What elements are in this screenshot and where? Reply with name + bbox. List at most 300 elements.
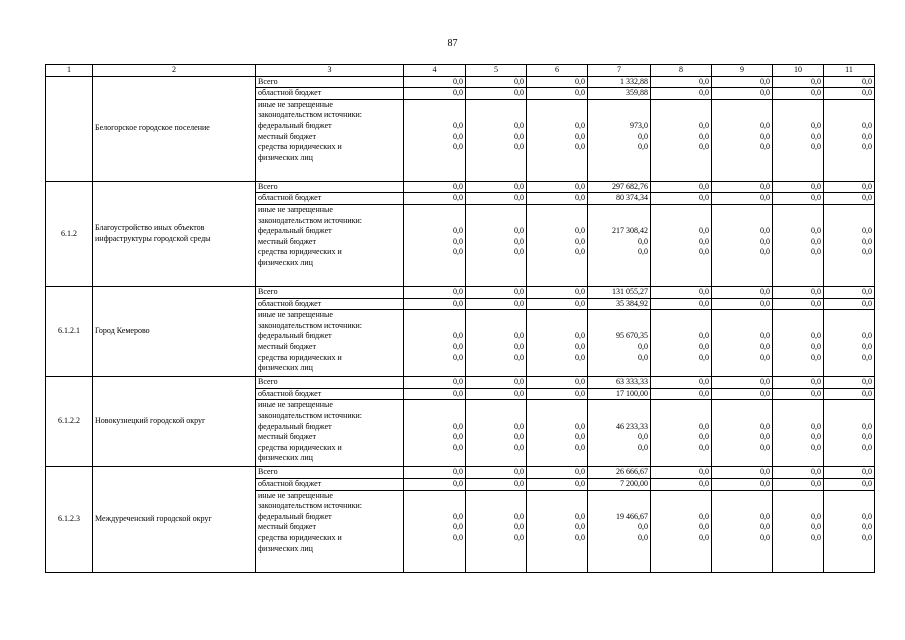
value-local: 0,0 (453, 131, 463, 141)
value-cell: 0,0 (466, 88, 527, 100)
source-label-regional: областной бюджет (256, 193, 404, 205)
value-cell-group (466, 99, 527, 181)
value-private: 0,0 (514, 352, 524, 362)
value-cell: 0,0 (527, 377, 588, 389)
value-federal: 0,0 (453, 421, 463, 431)
value-cell-group (527, 400, 588, 467)
value-federal: 0,0 (575, 331, 585, 341)
value-private: 0,0 (453, 442, 463, 452)
value-cell-group (712, 490, 773, 572)
source-label-line: иные не запрещенные (258, 400, 333, 410)
column-header: 2 (93, 65, 256, 77)
value-local: 0,0 (699, 432, 709, 442)
budget-table (45, 64, 875, 573)
column-header: 6 (527, 65, 588, 77)
source-label-total: Всего (256, 286, 404, 298)
column-header: 9 (712, 65, 773, 77)
value-local: 0,0 (638, 432, 648, 442)
value-cell: 0,0 (404, 298, 466, 310)
value-federal: 0,0 (811, 331, 821, 341)
source-label-line: физических лиц (258, 363, 313, 373)
value-cell-group (588, 204, 651, 286)
column-header: 5 (466, 65, 527, 77)
value-private: 0,0 (453, 142, 463, 152)
value-cell-group (588, 490, 651, 572)
value-local: 0,0 (699, 131, 709, 141)
source-label-line: средства юридических и (258, 352, 342, 362)
source-label-regional: областной бюджет (256, 88, 404, 100)
value-federal: 0,0 (699, 331, 709, 341)
value-cell: 0,0 (824, 181, 875, 193)
source-label-line: местный бюджет (258, 432, 316, 442)
value-cell-group (466, 204, 527, 286)
source-label-total: Всего (256, 467, 404, 479)
value-cell: 0,0 (651, 193, 712, 205)
value-cell: 35 384,92 (588, 298, 651, 310)
value-cell-group (651, 310, 712, 377)
value-cell: 0,0 (404, 76, 466, 88)
source-label-line: средства юридических и (258, 442, 342, 452)
value-federal: 95 670,35 (616, 331, 648, 341)
value-local: 0,0 (638, 236, 648, 246)
source-label-line: местный бюджет (258, 236, 316, 246)
value-local: 0,0 (453, 432, 463, 442)
value-cell-group (466, 490, 527, 572)
value-private: 0,0 (575, 352, 585, 362)
section-total-row (46, 181, 875, 193)
value-local: 0,0 (862, 236, 872, 246)
value-cell: 7 200,00 (588, 478, 651, 490)
value-local: 0,0 (862, 432, 872, 442)
source-label-line: федеральный бюджет (258, 511, 332, 521)
value-cell: 0,0 (773, 286, 824, 298)
source-label-line: законодательством источники: (258, 501, 363, 511)
value-local: 0,0 (811, 236, 821, 246)
value-local: 0,0 (760, 432, 770, 442)
source-label-line: федеральный бюджет (258, 421, 332, 431)
section-total-row (46, 467, 875, 479)
value-cell: 26 666,67 (588, 467, 651, 479)
source-label-line: иные не запрещенные (258, 310, 333, 320)
value-federal: 0,0 (760, 511, 770, 521)
value-local: 0,0 (514, 341, 524, 351)
value-federal: 0,0 (699, 226, 709, 236)
value-cell: 0,0 (773, 388, 824, 400)
value-cell-group (527, 204, 588, 286)
section-name: Благоустройство иных объектов инфраструктуры городской среды (93, 181, 256, 286)
value-cell: 0,0 (466, 181, 527, 193)
value-federal: 0,0 (862, 120, 872, 130)
value-private: 0,0 (638, 442, 648, 452)
source-label-line: законодательством источники: (258, 410, 363, 420)
value-federal: 46 233,33 (616, 421, 648, 431)
value-federal: 0,0 (811, 421, 821, 431)
value-local: 0,0 (514, 236, 524, 246)
source-label-other (256, 400, 404, 467)
value-cell-group (712, 204, 773, 286)
value-federal: 0,0 (760, 120, 770, 130)
value-cell: 0,0 (404, 88, 466, 100)
value-local: 0,0 (575, 131, 585, 141)
value-cell: 0,0 (712, 193, 773, 205)
value-federal: 0,0 (699, 511, 709, 521)
value-cell: 1 332,88 (588, 76, 651, 88)
value-private: 0,0 (575, 142, 585, 152)
value-federal: 0,0 (514, 421, 524, 431)
value-private: 0,0 (699, 532, 709, 542)
value-private: 0,0 (811, 247, 821, 257)
value-cell: 131 055,27 (588, 286, 651, 298)
value-federal: 0,0 (575, 511, 585, 521)
value-private: 0,0 (638, 247, 648, 257)
value-private: 0,0 (638, 142, 648, 152)
value-cell: 0,0 (824, 467, 875, 479)
value-cell: 0,0 (712, 478, 773, 490)
value-local: 0,0 (575, 236, 585, 246)
value-cell: 0,0 (404, 377, 466, 389)
value-federal: 0,0 (811, 120, 821, 130)
value-cell-group (588, 99, 651, 181)
source-label-line: законодательством источники: (258, 320, 363, 330)
value-cell-group (404, 490, 466, 572)
value-cell: 0,0 (651, 467, 712, 479)
value-cell: 0,0 (404, 478, 466, 490)
column-header: 11 (824, 65, 875, 77)
source-label-line: местный бюджет (258, 522, 316, 532)
source-label-line: средства юридических и (258, 532, 342, 542)
value-cell: 0,0 (712, 467, 773, 479)
value-cell-group (404, 204, 466, 286)
value-private: 0,0 (862, 532, 872, 542)
value-cell: 0,0 (773, 76, 824, 88)
value-federal: 973,0 (630, 120, 648, 130)
value-cell-group (712, 400, 773, 467)
column-header: 3 (256, 65, 404, 77)
value-local: 0,0 (699, 522, 709, 532)
value-private: 0,0 (699, 142, 709, 152)
value-cell-group (527, 490, 588, 572)
value-federal: 0,0 (514, 511, 524, 521)
source-label-line: иные не запрещенные (258, 99, 333, 109)
value-cell: 0,0 (773, 298, 824, 310)
value-local: 0,0 (862, 522, 872, 532)
value-cell-group (712, 310, 773, 377)
value-local: 0,0 (862, 131, 872, 141)
value-private: 0,0 (862, 142, 872, 152)
value-cell: 0,0 (651, 298, 712, 310)
value-cell: 17 100,00 (588, 388, 651, 400)
value-federal: 0,0 (699, 120, 709, 130)
value-private: 0,0 (575, 532, 585, 542)
value-local: 0,0 (638, 522, 648, 532)
value-federal: 0,0 (811, 226, 821, 236)
value-cell-group (824, 310, 875, 377)
source-label-line: физических лиц (258, 543, 313, 553)
value-local: 0,0 (514, 432, 524, 442)
source-label-line: местный бюджет (258, 131, 316, 141)
value-cell: 80 374,34 (588, 193, 651, 205)
column-header: 1 (46, 65, 93, 77)
value-local: 0,0 (575, 341, 585, 351)
value-federal: 0,0 (862, 331, 872, 341)
value-cell: 0,0 (824, 377, 875, 389)
source-label-line: физических лиц (258, 257, 313, 267)
value-private: 0,0 (862, 352, 872, 362)
source-label-line: законодательством источники: (258, 110, 363, 120)
value-federal: 0,0 (862, 421, 872, 431)
value-federal: 0,0 (575, 226, 585, 236)
value-local: 0,0 (760, 341, 770, 351)
value-private: 0,0 (699, 247, 709, 257)
column-header: 8 (651, 65, 712, 77)
section-name: Белогорское городское поселение (93, 76, 256, 181)
value-local: 0,0 (699, 236, 709, 246)
value-cell: 0,0 (466, 193, 527, 205)
value-cell-group (773, 400, 824, 467)
value-cell: 0,0 (404, 286, 466, 298)
value-local: 0,0 (760, 522, 770, 532)
value-cell: 0,0 (466, 286, 527, 298)
value-cell-group (773, 310, 824, 377)
value-federal: 0,0 (514, 331, 524, 341)
value-cell-group (527, 310, 588, 377)
value-cell-group (712, 99, 773, 181)
source-label-line: физических лиц (258, 453, 313, 463)
value-cell: 0,0 (824, 193, 875, 205)
value-local: 0,0 (862, 341, 872, 351)
section-total-row (46, 377, 875, 389)
section-code: 6.1.2 (46, 181, 93, 286)
value-cell: 0,0 (824, 388, 875, 400)
value-cell: 0,0 (712, 181, 773, 193)
value-private: 0,0 (760, 532, 770, 542)
value-private: 0,0 (514, 247, 524, 257)
value-cell: 0,0 (651, 88, 712, 100)
value-cell-group (404, 310, 466, 377)
value-private: 0,0 (811, 532, 821, 542)
value-cell: 0,0 (466, 377, 527, 389)
section-code: 6.1.2.2 (46, 377, 93, 467)
source-label-line: средства юридических и (258, 142, 342, 152)
value-cell-group (651, 490, 712, 572)
source-label-line: физических лиц (258, 152, 313, 162)
value-cell: 0,0 (527, 478, 588, 490)
value-cell-group (824, 400, 875, 467)
value-local: 0,0 (811, 432, 821, 442)
value-cell: 0,0 (651, 377, 712, 389)
source-label-line: федеральный бюджет (258, 331, 332, 341)
value-cell-group (651, 400, 712, 467)
value-cell: 0,0 (651, 286, 712, 298)
value-private: 0,0 (453, 532, 463, 542)
section-total-row (46, 286, 875, 298)
value-local: 0,0 (760, 131, 770, 141)
value-federal: 217 308,42 (612, 226, 648, 236)
value-cell: 0,0 (527, 88, 588, 100)
section-name: Междуреченский городской округ (93, 467, 256, 572)
section-name: Новокузнецкий городской округ (93, 377, 256, 467)
value-cell: 0,0 (824, 478, 875, 490)
source-label-line: местный бюджет (258, 341, 316, 351)
value-cell: 0,0 (824, 76, 875, 88)
value-cell: 359,88 (588, 88, 651, 100)
value-cell-group (588, 400, 651, 467)
value-cell: 0,0 (404, 467, 466, 479)
value-cell: 0,0 (404, 193, 466, 205)
value-local: 0,0 (638, 131, 648, 141)
value-cell: 0,0 (712, 88, 773, 100)
value-cell: 0,0 (466, 76, 527, 88)
value-private: 0,0 (638, 532, 648, 542)
value-federal: 0,0 (760, 226, 770, 236)
value-cell: 0,0 (466, 467, 527, 479)
value-cell-group (466, 400, 527, 467)
source-label-other (256, 490, 404, 572)
source-label-line: иные не запрещенные (258, 204, 333, 214)
value-private: 0,0 (811, 352, 821, 362)
value-cell: 0,0 (466, 478, 527, 490)
value-local: 0,0 (514, 522, 524, 532)
value-cell-group (651, 204, 712, 286)
value-private: 0,0 (453, 352, 463, 362)
value-private: 0,0 (811, 142, 821, 152)
value-federal: 0,0 (575, 120, 585, 130)
value-cell: 0,0 (773, 478, 824, 490)
section-code: 6.1.2.3 (46, 467, 93, 572)
value-private: 0,0 (760, 247, 770, 257)
source-label-line: законодательством источники: (258, 215, 363, 225)
section-name: Город Кемерово (93, 286, 256, 376)
source-label-line: средства юридических и (258, 247, 342, 257)
value-cell: 0,0 (712, 76, 773, 88)
value-local: 0,0 (811, 131, 821, 141)
column-header: 10 (773, 65, 824, 77)
value-cell: 0,0 (466, 388, 527, 400)
page-number: 87 (447, 38, 458, 49)
column-header: 7 (588, 65, 651, 77)
value-federal: 0,0 (862, 226, 872, 236)
value-cell: 0,0 (404, 388, 466, 400)
value-private: 0,0 (760, 352, 770, 362)
source-label-line: федеральный бюджет (258, 226, 332, 236)
value-private: 0,0 (862, 247, 872, 257)
value-cell: 0,0 (773, 193, 824, 205)
value-cell: 0,0 (404, 181, 466, 193)
value-cell: 63 333,33 (588, 377, 651, 389)
value-cell: 0,0 (527, 388, 588, 400)
source-label-total: Всего (256, 181, 404, 193)
source-label-line: иные не запрещенные (258, 490, 333, 500)
value-federal: 0,0 (760, 421, 770, 431)
column-header: 4 (404, 65, 466, 77)
section-code: 6.1.2.1 (46, 286, 93, 376)
value-cell-group (404, 99, 466, 181)
value-local: 0,0 (575, 522, 585, 532)
source-label-regional: областной бюджет (256, 298, 404, 310)
value-federal: 0,0 (760, 331, 770, 341)
value-cell: 0,0 (527, 286, 588, 298)
value-local: 0,0 (699, 341, 709, 351)
value-local: 0,0 (811, 341, 821, 351)
source-label-regional: областной бюджет (256, 388, 404, 400)
value-cell: 297 682,76 (588, 181, 651, 193)
value-cell: 0,0 (824, 298, 875, 310)
value-local: 0,0 (760, 236, 770, 246)
value-cell: 0,0 (651, 478, 712, 490)
source-label-other (256, 204, 404, 286)
section-total-row (46, 76, 875, 88)
value-federal: 0,0 (575, 421, 585, 431)
value-cell-group (651, 99, 712, 181)
value-federal: 0,0 (862, 511, 872, 521)
value-cell: 0,0 (712, 286, 773, 298)
value-cell: 0,0 (712, 388, 773, 400)
value-federal: 19 466,67 (616, 511, 648, 521)
value-local: 0,0 (453, 341, 463, 351)
source-label-total: Всего (256, 76, 404, 88)
value-private: 0,0 (760, 142, 770, 152)
value-local: 0,0 (575, 432, 585, 442)
value-cell-group (824, 490, 875, 572)
value-cell-group (404, 400, 466, 467)
value-private: 0,0 (453, 247, 463, 257)
value-cell-group (773, 204, 824, 286)
value-cell: 0,0 (824, 286, 875, 298)
value-cell: 0,0 (466, 298, 527, 310)
value-local: 0,0 (453, 236, 463, 246)
value-private: 0,0 (514, 142, 524, 152)
value-cell: 0,0 (527, 76, 588, 88)
value-federal: 0,0 (514, 226, 524, 236)
value-cell: 0,0 (773, 88, 824, 100)
value-cell-group (527, 99, 588, 181)
value-cell-group (466, 310, 527, 377)
value-cell: 0,0 (527, 298, 588, 310)
value-cell: 0,0 (527, 467, 588, 479)
value-cell: 0,0 (773, 377, 824, 389)
value-cell: 0,0 (651, 181, 712, 193)
source-label-line: федеральный бюджет (258, 120, 332, 130)
value-federal: 0,0 (453, 331, 463, 341)
value-federal: 0,0 (453, 226, 463, 236)
value-cell: 0,0 (712, 377, 773, 389)
value-cell-group (588, 310, 651, 377)
section-code (46, 76, 93, 181)
value-federal: 0,0 (514, 120, 524, 130)
value-private: 0,0 (638, 352, 648, 362)
value-private: 0,0 (699, 442, 709, 452)
value-cell: 0,0 (773, 181, 824, 193)
value-local: 0,0 (811, 522, 821, 532)
value-private: 0,0 (811, 442, 821, 452)
value-cell: 0,0 (651, 388, 712, 400)
value-private: 0,0 (862, 442, 872, 452)
value-federal: 0,0 (453, 511, 463, 521)
value-cell: 0,0 (651, 76, 712, 88)
value-private: 0,0 (760, 442, 770, 452)
source-label-total: Всего (256, 377, 404, 389)
value-federal: 0,0 (699, 421, 709, 431)
value-federal: 0,0 (811, 511, 821, 521)
value-cell: 0,0 (527, 181, 588, 193)
value-cell: 0,0 (712, 298, 773, 310)
value-local: 0,0 (638, 341, 648, 351)
value-cell: 0,0 (773, 467, 824, 479)
value-cell-group (824, 99, 875, 181)
value-private: 0,0 (699, 352, 709, 362)
value-cell: 0,0 (527, 193, 588, 205)
value-federal: 0,0 (453, 120, 463, 130)
